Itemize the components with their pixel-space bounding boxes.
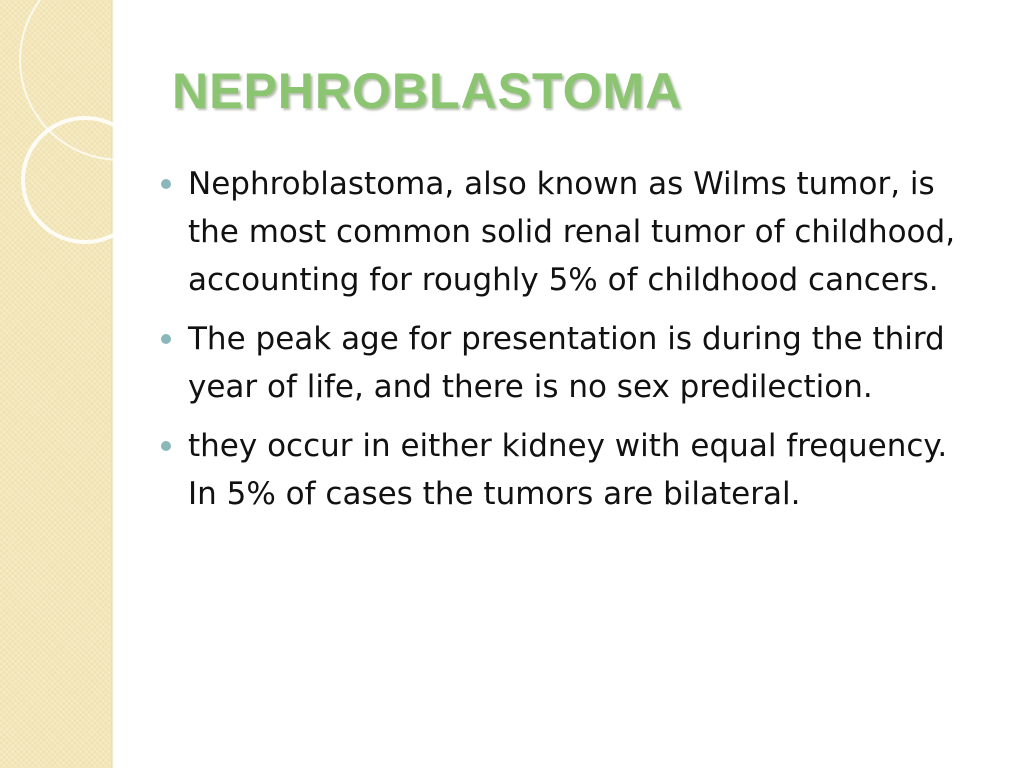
bullet-item [158,422,968,518]
bullet-item [158,160,968,304]
bullet-dot-icon [161,441,171,451]
decorative-ring-small [23,118,147,242]
bullet-dot-icon [161,179,171,189]
bullet-item [158,315,968,411]
bullet-dot-icon [161,334,171,344]
slide-title: NEPHROBLASTOMA [172,63,683,119]
bullet-list [158,160,968,529]
bullet-text: they occur in either kidney with equal frequency. In 5% of cases the tumors are bilateral. [188,428,948,512]
bullet-text: The peak age for presentation is during the third year of life, and there is no sex predilection. [188,321,945,405]
bullet-text: Nephroblastoma, also known as Wilms tumor, is the most common solid renal tumor of childhood, accounting for roughly 5% of childhood cancers. [188,166,956,298]
